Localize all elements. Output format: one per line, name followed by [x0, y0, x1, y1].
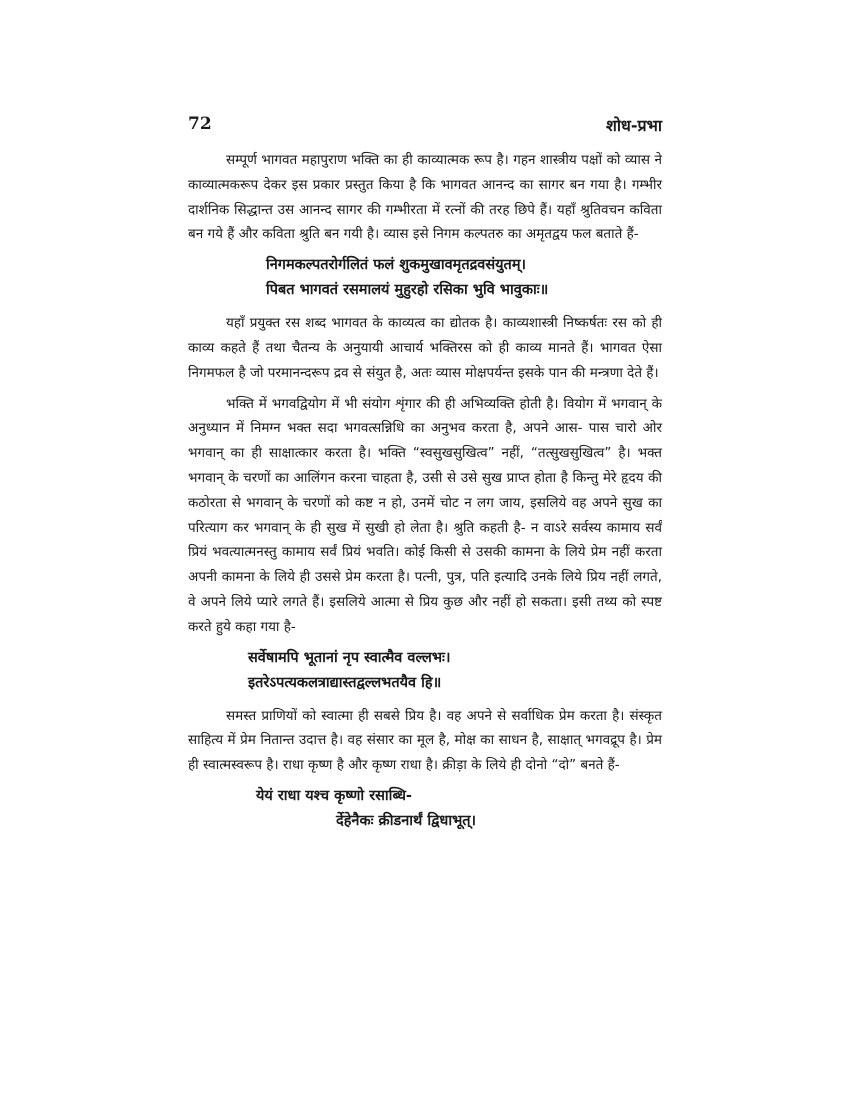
paragraph-rasa: यहाँ प्रयुक्त रस शब्द भागवत के काव्यत्व का द्योतक है। काव्यशास्त्री निष्कर्षतः रस को ही काव्य कहते हैं तथा चैतन्य के अनुयायी आचार्य भक्तिरस को ही काव्य मानते हैं। भागवत ऐसा निगमफल है जो परमानन्दरूप द्रव से संयुत है, अतः व्यास मोक्षपर्यन्त इसके पान की मन्त्रणा देते हैं। — [188, 315, 662, 381]
verse-line: निगमकल्पतरोर्गलितं फलं शुकमुखावमृतद्रवसंयुतम्। — [266, 257, 526, 274]
verse-line: इतरेऽपत्यकलत्राद्यास्तद्वल्लभतयैव हि॥ — [248, 674, 442, 691]
verse-line: पिबत भागवतं रसमालयं मुहुरहो रसिका भुवि भावुकाः॥ — [266, 282, 549, 299]
verse-line: सर्वेषामपि भूतानां नृप स्वात्मैव वल्लभः। — [248, 649, 451, 666]
verse-radha-krishna — [188, 784, 662, 834]
page-body — [188, 148, 662, 842]
paragraph-viyoga: भक्ति में भगवद्वियोग में भी संयोग शृंगार की ही अभिव्यक्ति होती है। वियोग में भगवान् के अनुध्यान में निमग्न भक्त सदा भगवत्सन्निधि का अनुभव करता है, अपने आस- पास चारो ओर भगवान् का ही साक्षात्कार करता है। भक्ति “स्वसुखसुखित्व” नहीं, “तत्सुखसुखित्व” है। भक्त भगवान् के चरणों का आलिंगन करना चाहता है, उसी से उसे सुख प्राप्त होता है किन्तु मेरे हृदय की कठोरता से भगवान् के चरणों को कष्ट न हो, उनमें चोट न लग जाय, इसलिये वह अपने सुख का परित्याग कर भगवान् के ही सुख में सुखी हो लेता है। श्रुति कहती है- न वाऽरे सर्वस्य कामाय सर्वं प्रियं भवत्यात्मनस्तु कामाय सर्वं प्रियं भवति। कोई किसी से उसकी कामना के लिये प्रेम नहीं करता अपनी कामना के लिये ही उससे प्रेम करता है। पत्नी, पुत्र, पति इत्यादि उनके लिये प्रिय नहीं लगते, वे अपने लिये प्यारे लगते हैं। इसलिये आत्मा से प्रिय कुछ और नहीं हो सकता। इसी तथ्य को स्पष्ट करते हुये कहा गया है- — [188, 395, 662, 635]
paragraph-prema: समस्त प्राणियों को स्वात्मा ही सबसे प्रिय है। वह अपने से सर्वाधिक प्रेम करता है। संस्कृत साहित्य में प्रेम नितान्त उदात्त है। वह संसार का मूल है, मोक्ष का साधन है, साक्षात् भगवद्रूप है। प्रेम ही स्वात्मस्वरूप है। राधा कृष्ण है और कृष्ण राधा है। क्रीड़ा के लिये ही दोनो “दो” बनते हैं- — [188, 707, 662, 774]
verse-line: र्देहेनैकः क्रीडनार्थं द्विधाभूत्। — [336, 812, 477, 829]
verse-nigama-kalpataru — [188, 253, 662, 303]
paragraph-bhagavata-intro: सम्पूर्ण भागवत महापुराण भक्ति का ही काव्यात्मक रूप है। गहन शास्त्रीय पक्षों को व्यास ने काव्यात्मकरूप देकर इस प्रकार प्रस्तुत किया है कि भागवत आनन्द का सागर बन गया है। गम्भीर दार्शनिक सिद्धान्त उस आनन्द सागर की गम्भीरता में रत्नों की तरह छिपे हैं। यहाँ श्रुतिवचन कविता बन गये हैं और कविता श्रुति बन गयी है। व्यास इसे निगम कल्पतरु का अमृतद्वय फल बताते हैं- — [188, 152, 662, 243]
verse-sarvesham — [188, 646, 662, 696]
running-head: शोध-प्रभा — [605, 116, 662, 135]
verse-line: येयं राधा यश्च कृष्णो रसाब्धि- — [256, 787, 412, 804]
page-number: 72 — [188, 114, 212, 134]
